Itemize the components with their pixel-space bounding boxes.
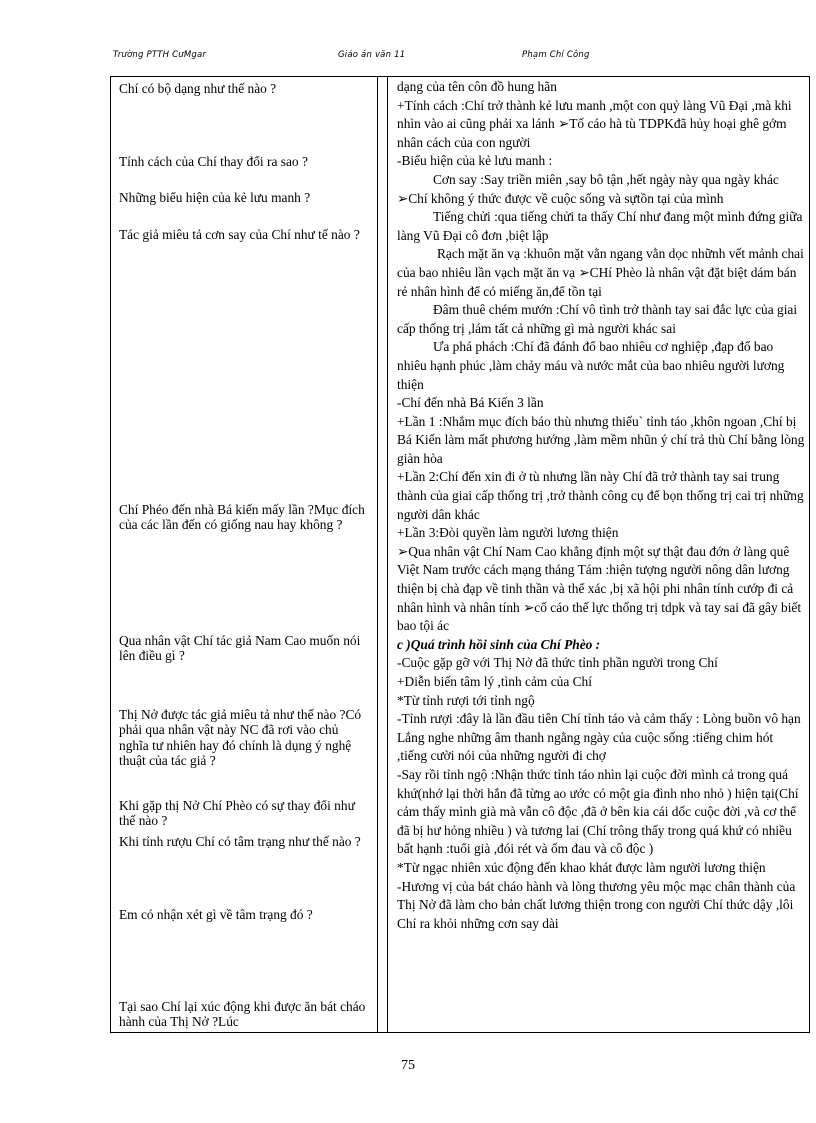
question-porridge: Tại sao Chí lại xúc động khi được ăn bát cháo hành của Thị Nở ?Lúc xyxy=(119,999,366,1030)
answer-line: -Cuộc gặp gỡ với Thị Nở đã thức tỉnh phần người trong Chí xyxy=(397,655,718,671)
question-sober-mood: Khi tỉnh rượu Chí có tâm trạng như thế nào ? xyxy=(119,834,361,849)
answer-line: +Diễn biến tâm lý ,tình cảm của Chí xyxy=(397,674,592,689)
question-character-change: Tính cách của Chí thay đổi ra sao ? xyxy=(119,154,308,169)
answer-line: -Tỉnh rượi :đây là lần đầu tiên Chí tỉnh táo và cảm thấy : Lòng buồn vô hạn xyxy=(397,711,801,727)
answer-line: Cơn say :Say triền miên ,say bô tận ,hết ngày này qua ngày khác ➢Chí không ý thức được về cuộc sống và sựtồn tại của mình xyxy=(397,171,779,206)
header-teacher: Phạm Chí Công xyxy=(522,50,590,60)
column-divider-right xyxy=(387,77,388,1032)
answer-line: dạng của tên côn đồ hung hãn xyxy=(397,79,557,94)
answer-line: *Từ tỉnh rượi tới tỉnh ngộ xyxy=(397,692,535,708)
question-visits-ba-kien: Chí Phéo đến nhà Bá kiến mấy lần ?Mục đích của các lần đến có giống nau hay không ? xyxy=(119,502,365,533)
answer-line: -Hương vị của bát cháo hành và lòng thương yêu mộc mạc chân thành của Thị Nở đã làm cho bản chất lương thiện trong con người Chí thức dậy ,lôi Chí ra khỏi những cơn say dài xyxy=(397,878,796,931)
answer-line: -Say rồi tỉnh ngộ :Nhận thức tỉnh táo nhìn lại cuộc đời mình cả trong quá khứ(nhớ lại thời hắn đã từng ao ước có một gia đình nho nhỏ ) hiện tại(Chí cảm thấy mình già mà vẫn cô độc ,đã ở bên kia cái dốc cuộc đời ,và cơ thể đã bị hư hỏng nhiều ) và tương lai (Chí trông thấy trong quá khứ có nhiều bất hạnh :tuổi già ,đói rét và ốm đau và cô độc ) xyxy=(397,766,799,857)
answer-line: Tiếng chửi :qua tiếng chửi ta thấy Chí như đang một mình đứng giữa làng Vũ Đại cô đơn ,biệt lập xyxy=(397,209,803,243)
page-number: 75 xyxy=(401,1058,415,1073)
answer-line: +Tính cách :Chí trở thành kẻ lưu manh ,một con quỷ làng Vũ Đại ,mà khi nhìn vào ai cũng phải xa lánh ➢Tố cáo hà tù TDPKđã hủy hoại ghê gớm nhân cách của con người xyxy=(397,97,792,150)
question-change-meeting: Khi gặp thị Nở Chí Phèo có sự thay đổi như thế nào ? xyxy=(119,798,355,829)
answer-line: Đâm thuê chém mướn :Chí vô tình trở thành tay sai đắc lực của giai cấp thống trị ,lám tất cả những gì mà người khác sai xyxy=(397,302,798,336)
answer-column xyxy=(397,78,805,933)
question-opinion-mood: Em có nhận xét gì về tâm trạng đó ? xyxy=(119,907,313,922)
answer-line: Lắng nghe những âm thanh ngằng ngày của cuộc sống :tiếng chim hót ,tiếng cười nói của những người đi chợ xyxy=(397,729,774,764)
answer-line: -Biểu hiện của kẻ lưu manh : xyxy=(397,153,553,169)
question-thi-no: Thị Nở được tác giả miêu tả như thế nào ?Có phải qua nhân vật này NC đã rơi vào chủ nghĩa tư nhiên hay đó chính là dụng ý nghệ thuật của tác giả ? xyxy=(119,707,362,768)
question-rogue-signs: Những biểu hiện của kẻ lưu manh ? xyxy=(119,190,311,205)
question-drunkenness: Tác giả miêu tả cơn say của Chí như tế nào ? xyxy=(119,227,360,242)
answer-line: +Lần 3:Đòi quyền làm người lương thiện xyxy=(397,525,619,541)
column-divider-left xyxy=(377,77,378,1032)
answer-line: +Lần 2:Chí đến xin đi ở tù nhưng lần này Chí đã trở thành tay sai trung thành của giai cấp thống trị ,trở thành công cụ để bọn thống trị cai trị những người dân khác xyxy=(397,469,804,522)
section-heading: c )Quá trình hồi sinh của Chí Phèo : xyxy=(397,636,601,652)
answer-line: ➢Qua nhân vật Chí Nam Cao khẳng định một sự thật đau đớn ở làng quê Việt Nam trước cách mạng tháng Tám :hiện tượng người nông dân lương thiện bị chà đạp về tinh thần và thể xác ,bị xã hội phi nhân tính cướp đi cả nhân hình và nhân tính ➢cố cáo thế lực thống trị tdpk và tay sai đã gây biết bao tội ác xyxy=(397,543,802,634)
question-appearance: Chí có bộ dạng như thế nào ? xyxy=(119,81,277,96)
answer-line: *Từ ngạc nhiên xúc động đến khao khát được làm người lương thiện xyxy=(397,859,766,875)
answer-line: +Lần 1 :Nhắm mục đích báo thù nhưng thiếu` tỉnh táo ,khôn ngoan ,Chí bị Bá Kiến làm mất phương hướng ,làm mềm nhũn ý chí trả thù Chí bằng lòng giàn hòa xyxy=(397,413,805,466)
header-school: Trường PTTH CưMgar xyxy=(113,50,207,60)
lesson-table xyxy=(110,76,810,1033)
answer-line: -Chí đến nhà Bá Kiến 3 lần xyxy=(397,395,544,411)
question-author-message: Qua nhân vật Chí tác giả Nam Cao muốn nói lên điều gì ? xyxy=(119,633,361,664)
answer-line: Rạch mặt ăn vạ :khuôn mặt vằn ngang vằn dọc nhữnh vết mảnh chai của bao nhiêu lần vạch mặt ăn vạ ➢CHí Phèo là nhân vật đặt biệt dám bán rẻ nhân hình để có miếng ăn,để tồn tại xyxy=(397,246,804,299)
header-subject: Giáo án văn 11 xyxy=(338,50,406,60)
answer-line: Ưa phá phách :Chí đã đánh đổ bao nhiêu cơ nghiệp ,đạp đổ bao nhiêu hạnh phúc ,làm chảy máu và nước mắt của bao nhiêu người lương thiện xyxy=(397,339,785,392)
